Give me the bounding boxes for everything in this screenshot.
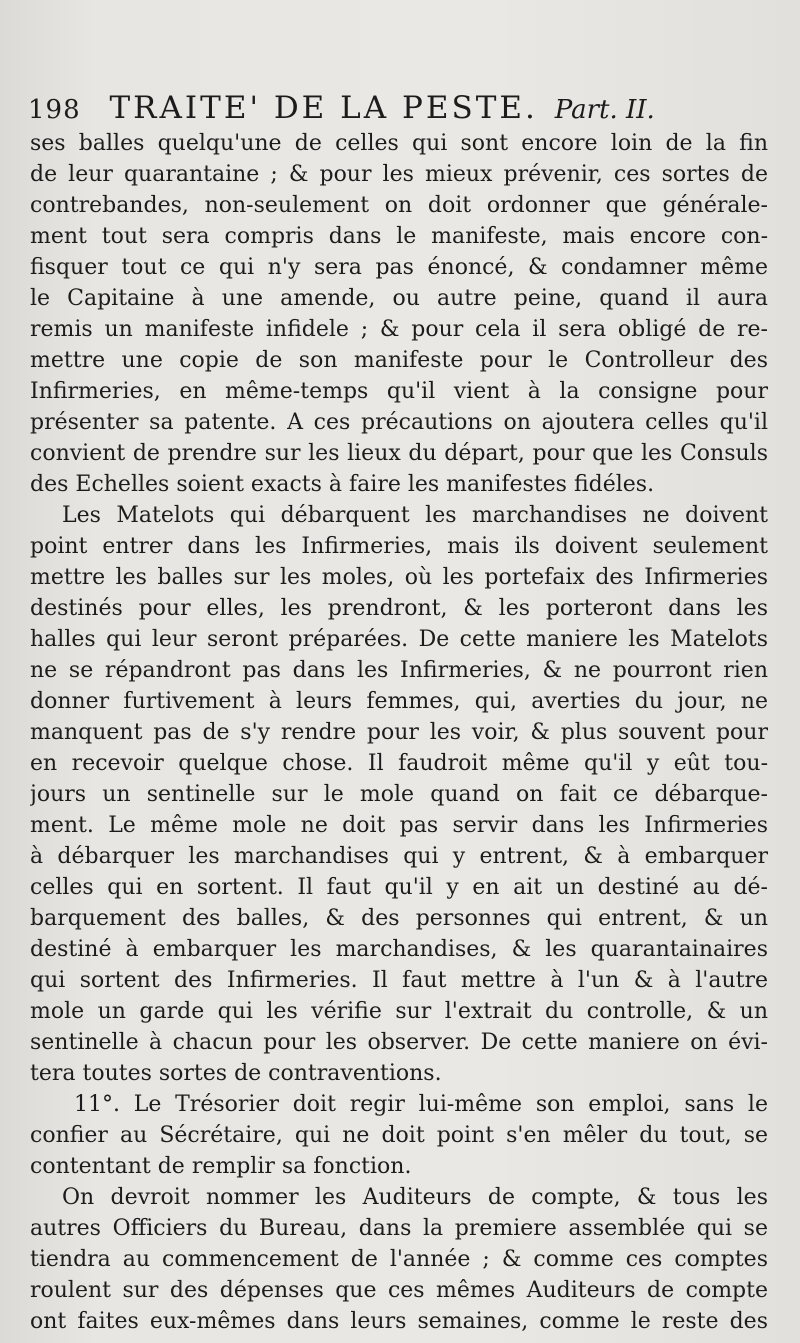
text-line: tera toutes sortes de contraventions. xyxy=(30,1061,442,1086)
text-line: halles qui leur seront préparées. De cette maniere les Matelots xyxy=(30,627,768,652)
paragraph-start-line: On devroit nommer les Auditeurs de compte, & tous les xyxy=(62,1185,768,1210)
text-line: sentinelle à chacun pour les observer. De cette maniere on évi- xyxy=(30,1030,768,1055)
text-line: ment tout sera compris dans le manifeste, mais encore con- xyxy=(30,224,768,249)
page-number: 198 xyxy=(28,95,81,125)
running-title: TRAITE' DE LA PESTE. xyxy=(109,90,538,126)
text-line: destinés pour elles, les prendront, & les porteront dans les xyxy=(30,596,768,621)
text-line: contrebandes, non-seulement on doit ordonner que générale- xyxy=(30,193,768,218)
text-line: contentant de remplir sa fonction. xyxy=(30,1154,412,1179)
text-line: autres Officiers du Bureau, dans la premiere assemblée qui se xyxy=(30,1216,768,1241)
text-line: barquement des balles, & des personnes qui entrent, & un xyxy=(30,906,768,931)
text-line: des Echelles soient exacts à faire les manifestes fidéles. xyxy=(30,472,655,497)
text-line: point entrer dans les Infirmeries, mais ils doivent seulement xyxy=(30,534,768,559)
text-line: mole un garde qui les vérifie sur l'extrait du controlle, & un xyxy=(30,999,768,1024)
text-line: ses balles quelqu'une de celles qui sont encore loin de la fin xyxy=(30,131,768,156)
text-line: destiné à embarquer les marchandises, & les quarantainaires xyxy=(30,937,768,962)
text-line: confier au Sécrétaire, qui ne doit point s'en mêler du tout, se xyxy=(30,1123,768,1148)
text-line: de leur quarantaine ; & pour les mieux prévenir, ces sortes de xyxy=(30,162,768,187)
text-line: fisquer tout ce qui n'y sera pas énoncé, & condamner même xyxy=(30,255,768,280)
paragraph-start-line: Les Matelots qui débarquent les marchandises ne doivent xyxy=(62,503,768,528)
text-line: remis un manifeste infidele ; & pour cela il sera obligé de re- xyxy=(30,317,768,342)
text-line: en recevoir quelque chose. Il faudroit même qu'il y eût tou- xyxy=(30,751,768,776)
part-label: Part. II. xyxy=(554,95,655,125)
text-line: celles qui en sortent. Il faut qu'il y en ait un destiné au dé- xyxy=(30,875,768,900)
text-line: mettre les balles sur les moles, où les portefaix des Infirmeries xyxy=(30,565,768,590)
text-line: ont faites eux-mêmes dans leurs semaines, comme le reste des xyxy=(30,1309,768,1334)
text-line: manquent pas de s'y rendre pour les voir, & plus souvent pour xyxy=(30,720,768,745)
text-line: jours un sentinelle sur le mole quand on fait ce débarque- xyxy=(30,782,768,807)
text-line: à débarquer les marchandises qui y entrent, & à embarquer xyxy=(30,844,768,869)
text-line: donner furtivement à leurs femmes, qui, averties du jour, ne xyxy=(30,689,768,714)
running-header xyxy=(28,88,688,128)
text-line: mettre une copie de son manifeste pour le Controlleur des xyxy=(30,348,768,373)
paragraph-start-line: 11°. Le Trésorier doit regir lui-même son emploi, sans le xyxy=(74,1092,768,1117)
text-line: ment. Le même mole ne doit pas servir dans les Infirmeries xyxy=(30,813,768,838)
text-line: présenter sa patente. A ces précautions on ajoutera celles qu'il xyxy=(30,410,768,435)
text-line: qui sortent des Infirmeries. Il faut mettre à l'un & à l'autre xyxy=(30,968,768,993)
text-line: Infirmeries, en même-temps qu'il vient à la consigne pour xyxy=(30,379,768,404)
text-line: le Capitaine à une amende, ou autre peine, quand il aura xyxy=(30,286,768,311)
text-line: ne se répandront pas dans les Infirmeries, & ne pourront rien xyxy=(30,658,768,683)
text-line: convient de prendre sur les lieux du départ, pour que les Consuls xyxy=(30,441,768,466)
page-body-text xyxy=(30,128,768,1337)
text-line: roulent sur des dépenses que ces mêmes Auditeurs de compte xyxy=(30,1278,768,1303)
text-line: tiendra au commencement de l'année ; & comme ces comptes xyxy=(30,1247,768,1272)
